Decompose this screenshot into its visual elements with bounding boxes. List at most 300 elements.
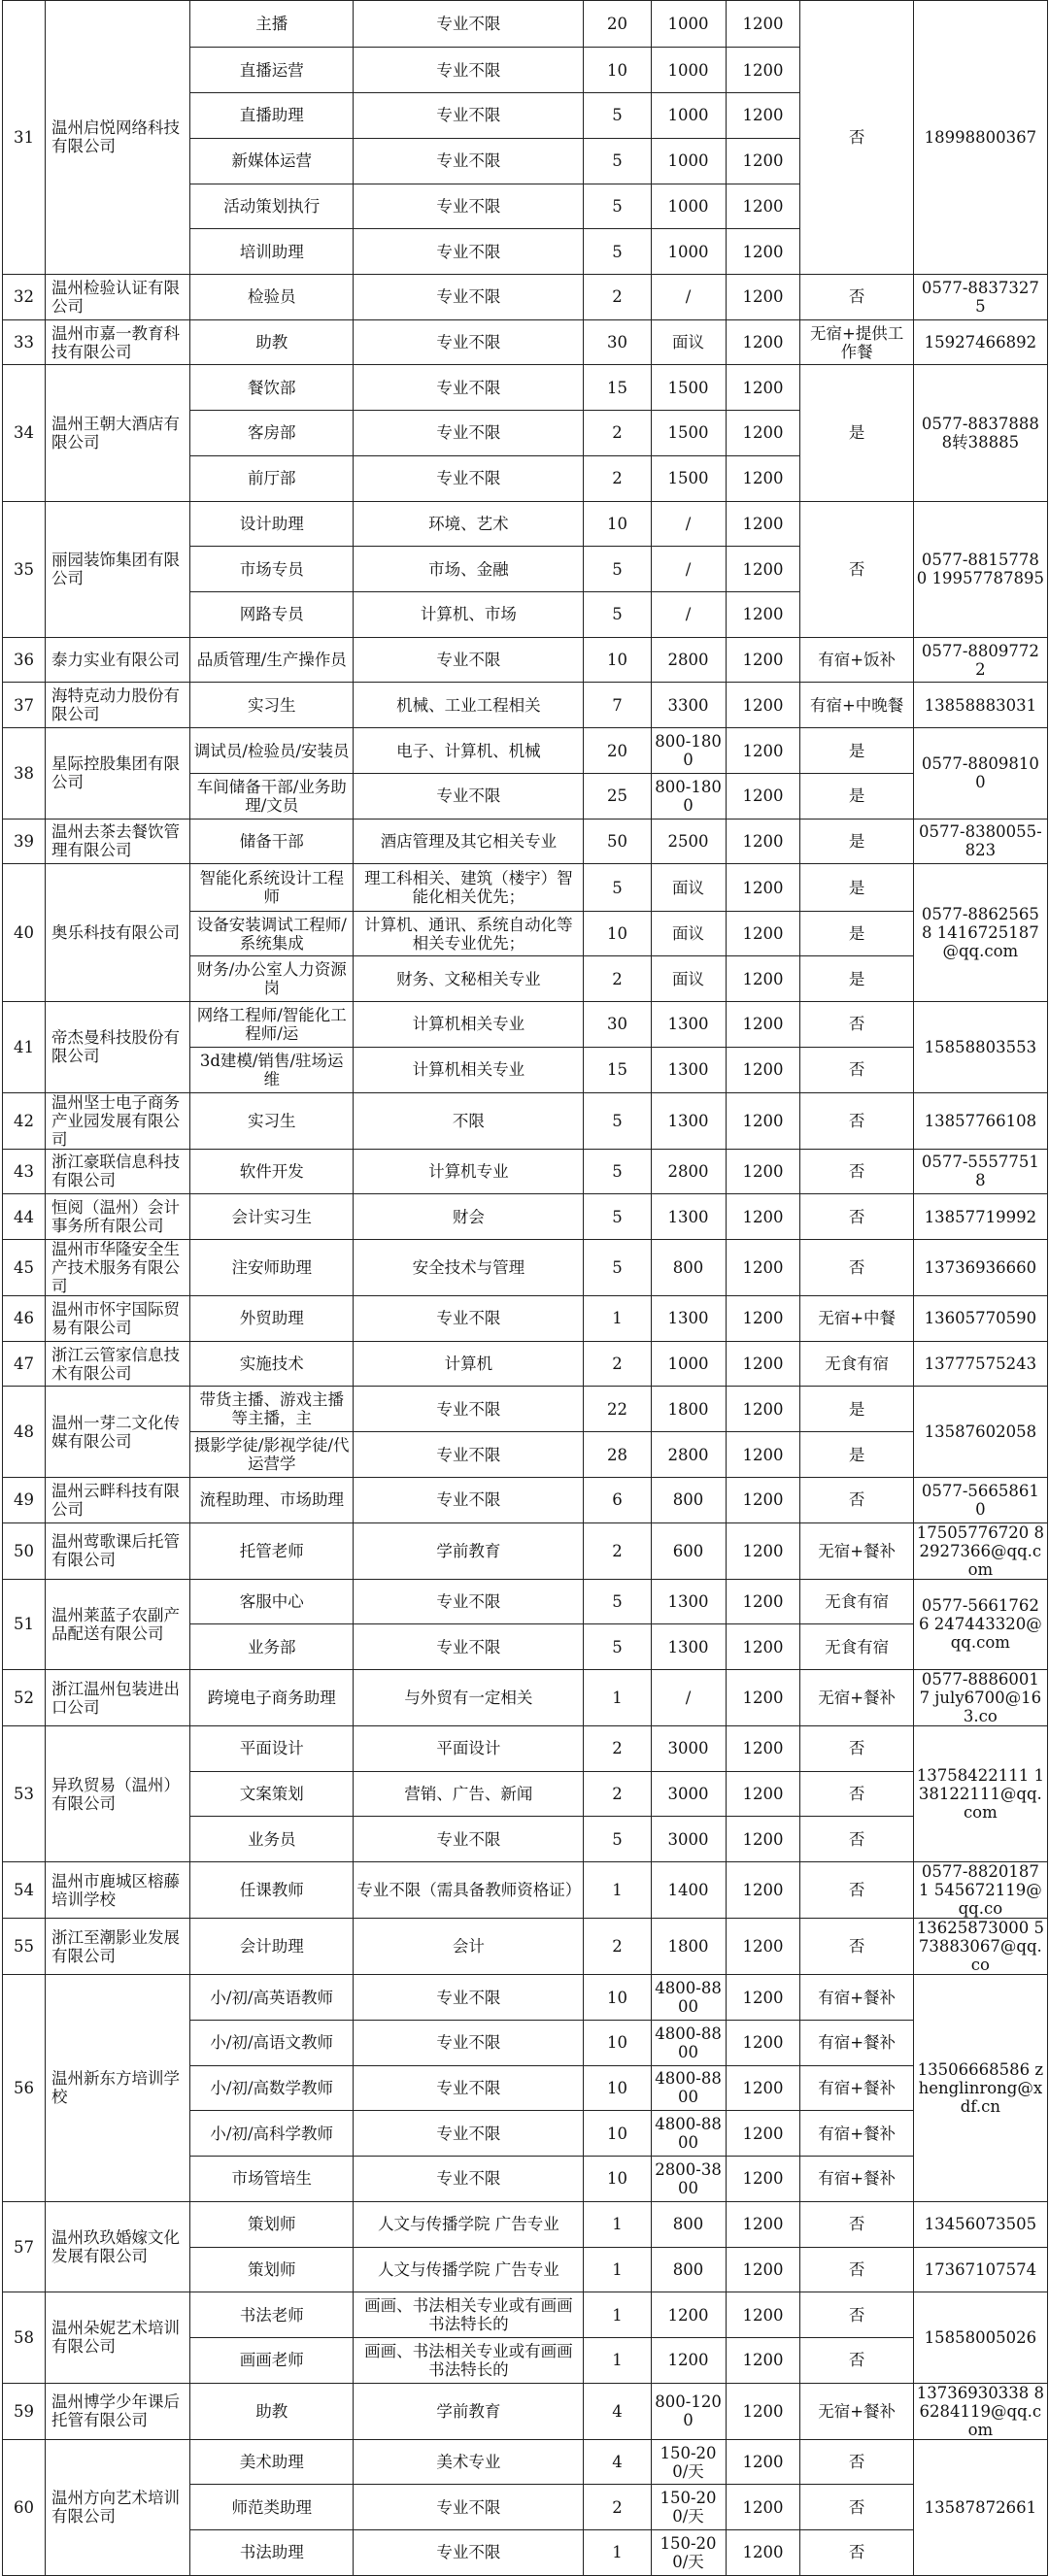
table-row: [3, 1341, 1048, 1387]
lodging-info: 无食有宿: [800, 1341, 913, 1387]
job-subsidy: 1200: [726, 1670, 800, 1726]
company-name: 温州市华隆安全生产技术服务有限公司: [45, 1240, 189, 1296]
job-major: 专业不限: [354, 1579, 584, 1624]
table-row: [3, 501, 1048, 547]
job-salary: 1000: [651, 1341, 726, 1387]
lodging-info: 有宿+餐补: [800, 2111, 913, 2157]
job-salary: 3000: [651, 1817, 726, 1862]
job-title: 业务员: [190, 1817, 354, 1862]
job-salary: 1200: [651, 2337, 726, 2383]
job-major: 专业不限（需具备教师资格证）: [354, 1862, 584, 1919]
job-salary: 2500: [651, 819, 726, 864]
job-subsidy: 1200: [726, 411, 800, 456]
company-name: 浙江至潮影业发展有限公司: [45, 1919, 189, 1975]
job-salary: 800-1800: [651, 773, 726, 819]
job-count: 5: [584, 547, 651, 592]
lodging-info: 是: [800, 773, 913, 819]
contact-info: 0577-88860017 july6700@163.co: [913, 1670, 1047, 1726]
job-subsidy: 1200: [726, 1432, 800, 1478]
lodging-info: 是: [800, 1432, 913, 1478]
job-title: 3d建模/销售/驻场运维: [190, 1047, 354, 1092]
table-row: [3, 1149, 1048, 1194]
job-salary: 1200: [651, 2292, 726, 2338]
contact-info: 13506668586 zhenglinrong@xdf.cn: [913, 1975, 1047, 2202]
job-major: 营销、广告、新闻: [354, 1771, 584, 1817]
job-salary: 1000: [651, 138, 726, 184]
table-row: [3, 2292, 1048, 2338]
job-subsidy: 1200: [726, 728, 800, 774]
job-title: 品质管理/生产操作员: [190, 637, 354, 683]
contact-info: 0577-56658610: [913, 1477, 1047, 1522]
job-count: 5: [584, 1092, 651, 1149]
job-count: 1: [584, 2247, 651, 2292]
job-count: 1: [584, 1670, 651, 1726]
job-count: 5: [584, 1149, 651, 1194]
company-number: 34: [3, 365, 46, 501]
job-major: 计算机、通讯、系统自动化等相关专业优先；: [354, 911, 584, 956]
job-count: 2: [584, 1522, 651, 1579]
job-count: 25: [584, 773, 651, 819]
job-salary: 面议: [651, 319, 726, 365]
table-row: [3, 683, 1048, 728]
job-title: 助教: [190, 319, 354, 365]
job-title: 智能化系统设计工程师: [190, 864, 354, 911]
job-title: 注安师助理: [190, 1240, 354, 1296]
company-number: 44: [3, 1194, 46, 1240]
job-salary: 1000: [651, 48, 726, 93]
job-count: 10: [584, 1975, 651, 2021]
job-subsidy: 1200: [726, 501, 800, 547]
job-salary: 800-1200: [651, 2383, 726, 2439]
company-name: 浙江云管家信息技术有限公司: [45, 1341, 189, 1387]
job-subsidy: 1200: [726, 1919, 800, 1975]
job-count: 20: [584, 1, 651, 48]
job-title: 设备安装调试工程师/系统集成: [190, 911, 354, 956]
table-row: [3, 2383, 1048, 2439]
job-count: 5: [584, 1579, 651, 1624]
job-title: 流程助理、市场助理: [190, 1477, 354, 1522]
job-title: 主播: [190, 1, 354, 48]
contact-info: 13736930338 86284119@qq.com: [913, 2383, 1047, 2439]
contact-info: 15858803553: [913, 1002, 1047, 1092]
job-count: 4: [584, 2383, 651, 2439]
company-name: 温州去茶去餐饮管理有限公司: [45, 819, 189, 864]
job-title: 会计实习生: [190, 1194, 354, 1240]
table-row: [3, 1002, 1048, 1048]
job-subsidy: 1200: [726, 1, 800, 48]
table-row: [3, 2439, 1048, 2485]
company-number: 41: [3, 1002, 46, 1092]
job-title: 检验员: [190, 274, 354, 319]
company-name: 温州玖玖婚嫁文化发展有限公司: [45, 2201, 189, 2292]
job-major: 专业不限: [354, 93, 584, 139]
contact-info: 15927466892: [913, 319, 1047, 365]
company-name: 异玖贸易（温州）有限公司: [45, 1726, 189, 1862]
job-title: 摄影学徒/影视学徒/代运营学: [190, 1432, 354, 1478]
job-major: 专业不限: [354, 184, 584, 229]
contact-info: 13625873000 573883067@qq.co: [913, 1919, 1047, 1975]
lodging-info: 是: [800, 819, 913, 864]
job-subsidy: 1200: [726, 1296, 800, 1342]
job-subsidy: 1200: [726, 2201, 800, 2247]
job-count: 1: [584, 2530, 651, 2576]
job-salary: 150-200/天: [651, 2439, 726, 2485]
job-subsidy: 1200: [726, 2439, 800, 2485]
job-subsidy: 1200: [726, 1387, 800, 1432]
job-salary: 1300: [651, 1047, 726, 1092]
lodging-info: 否: [800, 1862, 913, 1919]
company-name: 恒阅（温州）会计事务所有限公司: [45, 1194, 189, 1240]
job-major: 专业不限: [354, 319, 584, 365]
company-number: 45: [3, 1240, 46, 1296]
contact-info: 13758422111 138122111@qq.com: [913, 1726, 1047, 1862]
company-name: 海特克动力股份有限公司: [45, 683, 189, 728]
company-name: 温州王朝大酒店有限公司: [45, 365, 189, 501]
company-number: 49: [3, 1477, 46, 1522]
job-subsidy: 1200: [726, 683, 800, 728]
job-subsidy: 1200: [726, 184, 800, 229]
job-subsidy: 1200: [726, 1194, 800, 1240]
lodging-info: 有宿+中晚餐: [800, 683, 913, 728]
contact-info: 13736936660: [913, 1240, 1047, 1296]
job-salary: 600: [651, 1522, 726, 1579]
job-salary: 1400: [651, 1862, 726, 1919]
contact-info: 13605770590: [913, 1296, 1047, 1342]
job-major: 酒店管理及其它相关专业: [354, 819, 584, 864]
job-title: 实施技术: [190, 1341, 354, 1387]
job-subsidy: 1200: [726, 547, 800, 592]
table-row: [3, 728, 1048, 774]
job-salary: 800-1800: [651, 728, 726, 774]
job-major: 专业不限: [354, 1387, 584, 1432]
company-number: 48: [3, 1387, 46, 1477]
job-major: 电子、计算机、机械: [354, 728, 584, 774]
job-salary: 1800: [651, 1387, 726, 1432]
company-number: 40: [3, 864, 46, 1002]
job-count: 1: [584, 2292, 651, 2338]
job-salary: /: [651, 274, 726, 319]
job-title: 前厅部: [190, 455, 354, 501]
job-count: 2: [584, 1341, 651, 1387]
job-major: 计算机专业: [354, 1149, 584, 1194]
job-subsidy: 1200: [726, 1240, 800, 1296]
job-count: 5: [584, 1240, 651, 1296]
job-count: 20: [584, 728, 651, 774]
job-count: 10: [584, 2065, 651, 2111]
company-number: 57: [3, 2201, 46, 2292]
job-major: 专业不限: [354, 1817, 584, 1862]
lodging-info: 否: [800, 1092, 913, 1149]
job-major: 计算机相关专业: [354, 1002, 584, 1048]
job-subsidy: 1200: [726, 864, 800, 911]
job-subsidy: 1200: [726, 592, 800, 638]
job-major: 机械、工业工程相关: [354, 683, 584, 728]
company-number: 39: [3, 819, 46, 864]
company-number: 47: [3, 1341, 46, 1387]
lodging-info: 否: [800, 2485, 913, 2530]
lodging-info: 否: [800, 2337, 913, 2383]
table-row: [3, 274, 1048, 319]
contact-info: 13456073505: [913, 2201, 1047, 2247]
job-salary: 1800: [651, 1919, 726, 1975]
job-title: 师范类助理: [190, 2485, 354, 2530]
job-salary: 150-200/天: [651, 2530, 726, 2576]
contact-info: 0577-55577518: [913, 1149, 1047, 1194]
company-name: 温州市鹿城区榕藤培训学校: [45, 1862, 189, 1919]
lodging-info: 是: [800, 365, 913, 501]
contact-info: 17367107574: [913, 2247, 1047, 2292]
job-subsidy: 1200: [726, 274, 800, 319]
job-subsidy: 1200: [726, 1002, 800, 1048]
job-count: 2: [584, 1726, 651, 1772]
job-major: 专业不限: [354, 365, 584, 411]
job-major: 专业不限: [354, 229, 584, 275]
lodging-info: 是: [800, 911, 913, 956]
job-table: [2, 0, 1048, 2576]
job-count: 1: [584, 2337, 651, 2383]
job-major: 专业不限: [354, 2065, 584, 2111]
job-subsidy: 1200: [726, 1862, 800, 1919]
lodging-info: 否: [800, 1919, 913, 1975]
job-salary: 面议: [651, 864, 726, 911]
company-number: 35: [3, 501, 46, 637]
job-salary: /: [651, 1670, 726, 1726]
job-count: 5: [584, 864, 651, 911]
job-subsidy: 1200: [726, 2485, 800, 2530]
job-salary: 1300: [651, 1002, 726, 1048]
company-number: 54: [3, 1862, 46, 1919]
job-title: 跨境电子商务助理: [190, 1670, 354, 1726]
table-row: [3, 365, 1048, 411]
job-subsidy: 1200: [726, 1726, 800, 1772]
job-title: 托管老师: [190, 1522, 354, 1579]
job-title: 小/初/高数学教师: [190, 2065, 354, 2111]
job-title: 助教: [190, 2383, 354, 2439]
company-number: 52: [3, 1670, 46, 1726]
lodging-info: 是: [800, 728, 913, 774]
job-title: 餐饮部: [190, 365, 354, 411]
job-title: 任课教师: [190, 1862, 354, 1919]
company-name: 泰力实业有限公司: [45, 637, 189, 683]
lodging-info: 否: [800, 1477, 913, 1522]
job-subsidy: 1200: [726, 1149, 800, 1194]
job-subsidy: 1200: [726, 2020, 800, 2065]
job-subsidy: 1200: [726, 1522, 800, 1579]
company-name: 温州启悦网络科技有限公司: [45, 1, 189, 275]
company-number: 33: [3, 319, 46, 365]
job-count: 10: [584, 2111, 651, 2157]
job-title: 培训助理: [190, 229, 354, 275]
job-major: 人文与传播学院 广告专业: [354, 2247, 584, 2292]
contact-info: 0577-8380055-823: [913, 819, 1047, 864]
job-major: 不限: [354, 1092, 584, 1149]
job-count: 2: [584, 1919, 651, 1975]
job-salary: /: [651, 501, 726, 547]
lodging-info: 无宿+餐补: [800, 1522, 913, 1579]
job-subsidy: 1200: [726, 1477, 800, 1522]
job-subsidy: 1200: [726, 911, 800, 956]
job-major: 专业不限: [354, 1975, 584, 2021]
job-title: 画画老师: [190, 2337, 354, 2383]
job-title: 美术助理: [190, 2439, 354, 2485]
job-major: 计算机相关专业: [354, 1047, 584, 1092]
job-salary: 2800: [651, 1149, 726, 1194]
job-major: 专业不限: [354, 138, 584, 184]
job-subsidy: 1200: [726, 138, 800, 184]
job-title: 调试员/检验员/安装员: [190, 728, 354, 774]
lodging-info: 无宿+餐补: [800, 1670, 913, 1726]
lodging-info: 否: [800, 2247, 913, 2292]
job-title: 策划师: [190, 2247, 354, 2292]
company-name: 浙江豪联信息科技有限公司: [45, 1149, 189, 1194]
job-count: 1: [584, 1862, 651, 1919]
job-salary: 4800-8800: [651, 2111, 726, 2157]
table-row: [3, 2201, 1048, 2247]
job-salary: 1500: [651, 365, 726, 411]
contact-info: 15858005026: [913, 2292, 1047, 2383]
company-name: 温州博学少年课后托管有限公司: [45, 2383, 189, 2439]
job-major: 理工科相关、建筑（楼宇）智能化相关优先；: [354, 864, 584, 911]
contact-info: 13587872661: [913, 2439, 1047, 2575]
job-major: 专业不限: [354, 2111, 584, 2157]
job-count: 10: [584, 637, 651, 683]
contact-info: 18998800367: [913, 1, 1047, 275]
job-major: 画画、书法相关专业或有画画书法特长的: [354, 2292, 584, 2338]
job-title: 直播助理: [190, 93, 354, 139]
job-major: 专业不限: [354, 455, 584, 501]
job-title: 会计助理: [190, 1919, 354, 1975]
job-title: 软件开发: [190, 1149, 354, 1194]
job-count: 10: [584, 501, 651, 547]
job-count: 50: [584, 819, 651, 864]
company-number: 56: [3, 1975, 46, 2202]
job-count: 30: [584, 319, 651, 365]
job-title: 小/初/高语文教师: [190, 2020, 354, 2065]
job-salary: 1500: [651, 411, 726, 456]
job-major: 财务、文秘相关专业: [354, 956, 584, 1002]
job-title: 市场专员: [190, 547, 354, 592]
job-count: 5: [584, 592, 651, 638]
job-salary: 面议: [651, 911, 726, 956]
job-major: 学前教育: [354, 2383, 584, 2439]
table-row: [3, 1, 1048, 48]
job-count: 10: [584, 911, 651, 956]
lodging-info: 是: [800, 956, 913, 1002]
job-count: 2: [584, 956, 651, 1002]
lodging-info: 否: [800, 2292, 913, 2338]
lodging-info: 无宿+餐补: [800, 2383, 913, 2439]
job-major: 专业不限: [354, 1477, 584, 1522]
lodging-info: 否: [800, 2439, 913, 2485]
company-number: 51: [3, 1579, 46, 1669]
table-row: [3, 1522, 1048, 1579]
table-row: [3, 1477, 1048, 1522]
job-count: 2: [584, 411, 651, 456]
lodging-info: 否: [800, 501, 913, 637]
job-title: 书法助理: [190, 2530, 354, 2576]
job-major: 专业不限: [354, 637, 584, 683]
job-subsidy: 1200: [726, 365, 800, 411]
job-subsidy: 1200: [726, 48, 800, 93]
lodging-info: 否: [800, 274, 913, 319]
job-count: 4: [584, 2439, 651, 2485]
contact-info: 0577-56617626 247443320@qq.com: [913, 1579, 1047, 1669]
job-major: 财会: [354, 1194, 584, 1240]
table-row: [3, 319, 1048, 365]
job-salary: 3000: [651, 1771, 726, 1817]
company-number: 38: [3, 728, 46, 819]
job-subsidy: 1200: [726, 1624, 800, 1670]
lodging-info: 否: [800, 2201, 913, 2247]
job-subsidy: 1200: [726, 773, 800, 819]
job-subsidy: 1200: [726, 2530, 800, 2576]
lodging-info: 否: [800, 1817, 913, 1862]
job-count: 2: [584, 274, 651, 319]
job-subsidy: 1200: [726, 2292, 800, 2338]
job-salary: 4800-8800: [651, 1975, 726, 2021]
job-subsidy: 1200: [726, 2383, 800, 2439]
contact-info: 17505776720 82927366@qq.com: [913, 1522, 1047, 1579]
job-salary: 1000: [651, 93, 726, 139]
job-salary: 800: [651, 1477, 726, 1522]
job-subsidy: 1200: [726, 2065, 800, 2111]
job-subsidy: 1200: [726, 1817, 800, 1862]
lodging-info: 否: [800, 1771, 913, 1817]
job-count: 7: [584, 683, 651, 728]
job-subsidy: 1200: [726, 2337, 800, 2383]
company-name: 温州云畔科技有限公司: [45, 1477, 189, 1522]
job-subsidy: 1200: [726, 956, 800, 1002]
company-number: 58: [3, 2292, 46, 2383]
job-count: 5: [584, 138, 651, 184]
job-title: 车间储备干部/业务助理/文员: [190, 773, 354, 819]
job-major: 安全技术与管理: [354, 1240, 584, 1296]
lodging-info: 是: [800, 1387, 913, 1432]
job-major: 专业不限: [354, 1624, 584, 1670]
job-title: 实习生: [190, 683, 354, 728]
table-row: [3, 864, 1048, 911]
company-name: 奥乐科技有限公司: [45, 864, 189, 1002]
job-count: 10: [584, 48, 651, 93]
job-salary: 150-200/天: [651, 2485, 726, 2530]
lodging-info: 无宿+提供工作餐: [800, 319, 913, 365]
job-subsidy: 1200: [726, 1579, 800, 1624]
table-row: [3, 637, 1048, 683]
job-count: 5: [584, 1624, 651, 1670]
contact-info: 13857719992: [913, 1194, 1047, 1240]
job-salary: 1000: [651, 1, 726, 48]
table-row: [3, 819, 1048, 864]
job-major: 专业不限: [354, 2530, 584, 2576]
job-subsidy: 1200: [726, 637, 800, 683]
job-salary: 1300: [651, 1579, 726, 1624]
company-number: 37: [3, 683, 46, 728]
job-major: 专业不限: [354, 773, 584, 819]
table-row: [3, 1296, 1048, 1342]
job-salary: 1300: [651, 1296, 726, 1342]
job-salary: 2800: [651, 637, 726, 683]
job-subsidy: 1200: [726, 93, 800, 139]
contact-info: 0577-88625658 1416725187@qq.com: [913, 864, 1047, 1002]
company-number: 32: [3, 274, 46, 319]
job-salary: 800: [651, 2247, 726, 2292]
contact-info: 13777575243: [913, 1341, 1047, 1387]
job-major: 学前教育: [354, 1522, 584, 1579]
company-name: 丽园装饰集团有限公司: [45, 501, 189, 637]
job-count: 6: [584, 1477, 651, 1522]
job-count: 1: [584, 2201, 651, 2247]
job-title: 财务/办公室人力资源岗: [190, 956, 354, 1002]
